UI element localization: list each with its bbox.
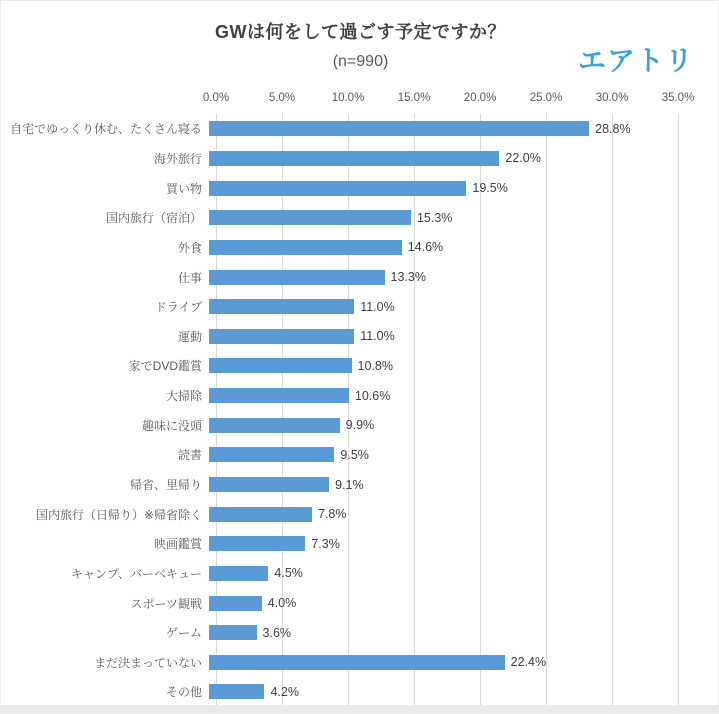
category-label: 運動 <box>177 329 202 344</box>
plot-area <box>1 114 719 707</box>
value-label: 10.6% <box>354 388 391 403</box>
category-label: 海外旅行 <box>153 151 202 166</box>
chart-title: GWは何をして過ごす予定ですか？ <box>215 22 506 42</box>
value-label: 4.0% <box>267 596 297 611</box>
value-label: 22.0% <box>505 151 541 166</box>
bar-row <box>1 470 719 500</box>
category-label: 家でDVD鑑賞 <box>128 359 202 374</box>
value-label: 14.6% <box>407 240 444 255</box>
bar <box>209 418 340 433</box>
bar <box>209 270 385 285</box>
bar-row <box>1 203 719 233</box>
bar-row <box>1 529 719 559</box>
bar <box>209 240 402 255</box>
bar-row <box>1 292 719 322</box>
bar <box>209 329 354 344</box>
bar-row <box>1 114 719 144</box>
category-label: ゲーム <box>165 626 202 641</box>
value-label: 11.0% <box>360 299 395 314</box>
category-label: 国内旅行（日帰り）※帰省除く <box>35 507 202 522</box>
bar <box>209 477 329 492</box>
x-axis-tick: 25.0% <box>529 92 563 104</box>
bar <box>209 358 352 373</box>
bar <box>209 299 354 314</box>
x-axis-tick: 30.0% <box>595 92 629 104</box>
value-label: 28.8% <box>595 121 631 136</box>
bar-row <box>1 648 719 678</box>
category-label: キャンプ、バーベキュー <box>70 566 202 581</box>
category-label: スポーツ観戦 <box>130 596 202 611</box>
value-label: 7.8% <box>317 507 347 522</box>
category-label: 趣味に没頭 <box>141 418 202 433</box>
category-label: 買い物 <box>165 181 202 196</box>
category-label: 読書 <box>177 448 202 463</box>
bar-row <box>1 618 719 648</box>
bar <box>209 596 262 611</box>
bar-row <box>1 499 719 529</box>
bar <box>209 447 334 462</box>
airtrip-logo: エアトリ <box>577 45 694 76</box>
category-label: 大掃除 <box>165 389 202 404</box>
bar-row <box>1 588 719 618</box>
category-label: 国内旅行（宿泊） <box>105 211 202 226</box>
x-axis-tick: 0.0% <box>202 92 230 104</box>
category-label: 帰省、里帰り <box>129 478 202 492</box>
category-label: 仕事 <box>177 270 202 285</box>
bar-row <box>1 677 719 707</box>
value-label: 7.3% <box>311 536 340 551</box>
bar-row <box>1 440 719 470</box>
bar-row <box>1 144 719 174</box>
value-label: 11.0% <box>360 329 395 344</box>
x-axis-tick: 20.0% <box>463 92 497 104</box>
value-label: 22.4% <box>510 655 547 670</box>
bottom-edge-strip <box>1 705 719 713</box>
bar-row <box>1 351 719 381</box>
bar <box>209 507 312 522</box>
value-label: 10.8% <box>357 358 393 373</box>
category-label: 自宅でゆっくり休む、たくさん寝る <box>10 122 202 137</box>
category-label: 外食 <box>177 240 202 255</box>
bar-row <box>1 410 719 440</box>
bar <box>209 210 411 225</box>
bar-row <box>1 262 719 292</box>
category-label: まだ決まっていない <box>93 655 202 670</box>
bar-row <box>1 321 719 351</box>
value-label: 9.1% <box>335 477 364 492</box>
bar <box>209 625 257 640</box>
bar <box>209 566 268 581</box>
value-label: 4.5% <box>274 566 303 581</box>
bar <box>209 536 305 551</box>
chart-subtitle: (n=990) <box>332 53 389 70</box>
bar <box>209 684 264 699</box>
bar <box>209 388 349 403</box>
category-label: ドライブ <box>154 300 202 315</box>
category-label: その他 <box>165 685 202 700</box>
x-axis-tick: 10.0% <box>331 92 365 104</box>
bar <box>209 151 499 166</box>
value-label: 4.2% <box>270 684 299 699</box>
value-label: 9.5% <box>340 447 369 462</box>
bar-row <box>1 559 719 589</box>
bar-row <box>1 233 719 263</box>
bar <box>209 181 466 196</box>
value-label: 13.3% <box>390 270 426 285</box>
bar <box>209 121 589 136</box>
bar-row <box>1 381 719 411</box>
bar <box>209 655 505 670</box>
x-axis-tick: 5.0% <box>268 92 296 104</box>
value-label: 9.9% <box>345 418 375 433</box>
value-label: 3.6% <box>262 625 292 640</box>
x-axis-tick: 35.0% <box>661 92 695 104</box>
bar-row <box>1 173 719 203</box>
bar-rows <box>1 114 719 707</box>
x-axis-tick: 15.0% <box>397 92 431 104</box>
value-label: 15.3% <box>416 210 453 225</box>
category-label: 映画鑑賞 <box>153 537 202 552</box>
value-label: 19.5% <box>472 181 508 196</box>
